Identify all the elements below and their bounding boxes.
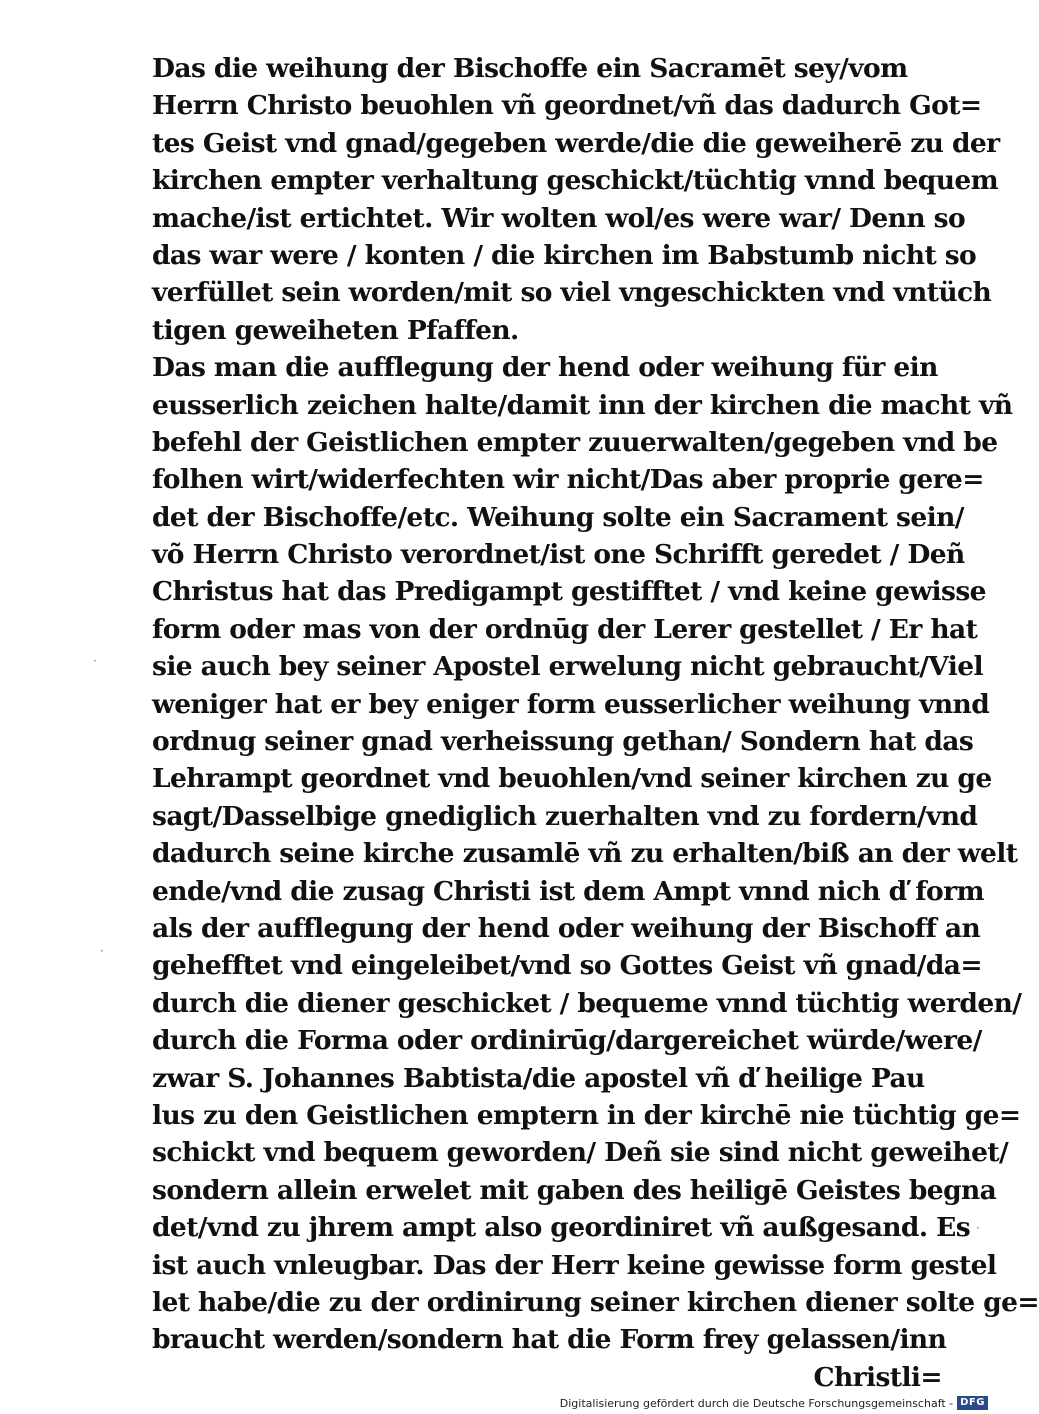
text-line: eusserlich zeichen halte/damit inn der kirchen die macht vñ [152, 389, 1013, 421]
margin-dot-icon: · [93, 654, 97, 668]
text-line: Herrn Christo beuohlen vñ geordnet/vñ das dadurch Got= [152, 90, 982, 122]
footer-text: Digitalisierung gefördert durch die Deutsche Forschungsgemeinschaft - [559, 1396, 954, 1410]
text-line: tes Geist vnd gnad/gegeben werde/die die geweiherē zu der [152, 127, 1000, 159]
margin-dot-icon: · [100, 944, 104, 958]
text-line: tigen geweiheten Pfaffen. [152, 314, 519, 346]
text-line: lus zu den Geistlichen emptern in der kirchē nie tüchtig ge= [152, 1099, 1021, 1131]
text-line: befehl der Geistlichen empter zuuerwalten/gegeben vnd be [152, 426, 998, 458]
text-line: gehefftet vnd eingeleibet/vnd so Gottes Geist vñ gnad/da= [152, 950, 982, 982]
text-line: folhen wirt/widerfechten wir nicht/Das aber proprie gere= [152, 464, 984, 496]
text-line: ordnug seiner gnad verheissung gethan/ Sondern hat das [152, 726, 974, 758]
text-line: kirchen empter verhaltung geschickt/tüchtig vnnd bequem [152, 165, 999, 197]
text-line: verfüllet sein worden/mit so viel vngeschickten vnd vntüch [152, 277, 992, 309]
text-line: das war were / konten / die kirchen im Babstumb nicht so [152, 239, 977, 271]
text-line: Christus hat das Predigampt gestifftet / vnd keine gewisse [152, 576, 986, 608]
text-line: Lehrampt geordnet vnd beuohlen/vnd seiner kirchen zu ge [152, 763, 992, 795]
text-line: form oder mas von der ordnūg der Lerer gestellet / Er hat [152, 613, 978, 645]
text-line: sie auch bey seiner Apostel erwelung nicht gebraucht/Viel [152, 651, 983, 683]
digitization-footer [560, 1396, 988, 1410]
text-line: det/vnd zu jhrem ampt also geordiniret vñ außgesand. Es [152, 1212, 971, 1244]
text-line: dadurch seine kirche zusamlē vñ zu erhalten/biß an der welt [152, 838, 1018, 870]
text-line: sagt/Dasselbige gnediglich zuerhalten vnd zu fordern/vnd [152, 800, 978, 832]
catchword: Christli= [813, 1361, 942, 1393]
text-line: durch die diener geschicket / bequeme vnnd tüchtig werden/ [152, 987, 1022, 1019]
text-line: als der aufflegung der hend oder weihung der Bischoff an [152, 912, 981, 944]
text-line: ist auch vnleugbar. Das der Herr keine gewisse form gestel [152, 1249, 997, 1281]
text-line: Das die weihung der Bischoffe ein Sacramēt sey/vom [152, 53, 908, 84]
text-line: durch die Forma oder ordinirūg/dargereichet würde/were/ [152, 1025, 982, 1057]
text-line: schickt vnd bequem geworden/ Deñ sie sind nicht geweihet/ [152, 1137, 1009, 1169]
text-line: mache/ist ertichtet. Wir wolten wol/es were war/ Denn so [152, 202, 966, 234]
text-line: võ Herrn Christo verordnet/ist one Schrifft geredet / Deñ [152, 539, 965, 571]
dfg-logo[interactable]: DFG [957, 1396, 988, 1410]
text-line: weniger hat er bey eniger form eusserlicher weihung vnnd [152, 688, 990, 720]
text-line: sondern allein erwelet mit gaben des heiligē Geistes begna [152, 1174, 997, 1206]
text-line: let habe/die zu der ordinirung seiner kirchen diener solte ge= [152, 1286, 1039, 1318]
text-line: braucht werden/sondern hat die Form frey gelassen/inn [152, 1324, 947, 1356]
margin-dot-icon: · [976, 1221, 980, 1235]
text-line: det der Bischoffe/etc. Weihung solte ein Sacrament sein/ [152, 501, 964, 533]
text-line: ende/vnd die zusag Christi ist dem Ampt vnnd nich ď form [152, 875, 984, 907]
body-text [152, 50, 1039, 1396]
text-line: zwar S. Johannes Babtista/die apostel vñ ď heilige Pau [152, 1062, 925, 1094]
text-line: Das man die aufflegung der hend oder weihung für ein [152, 352, 938, 384]
